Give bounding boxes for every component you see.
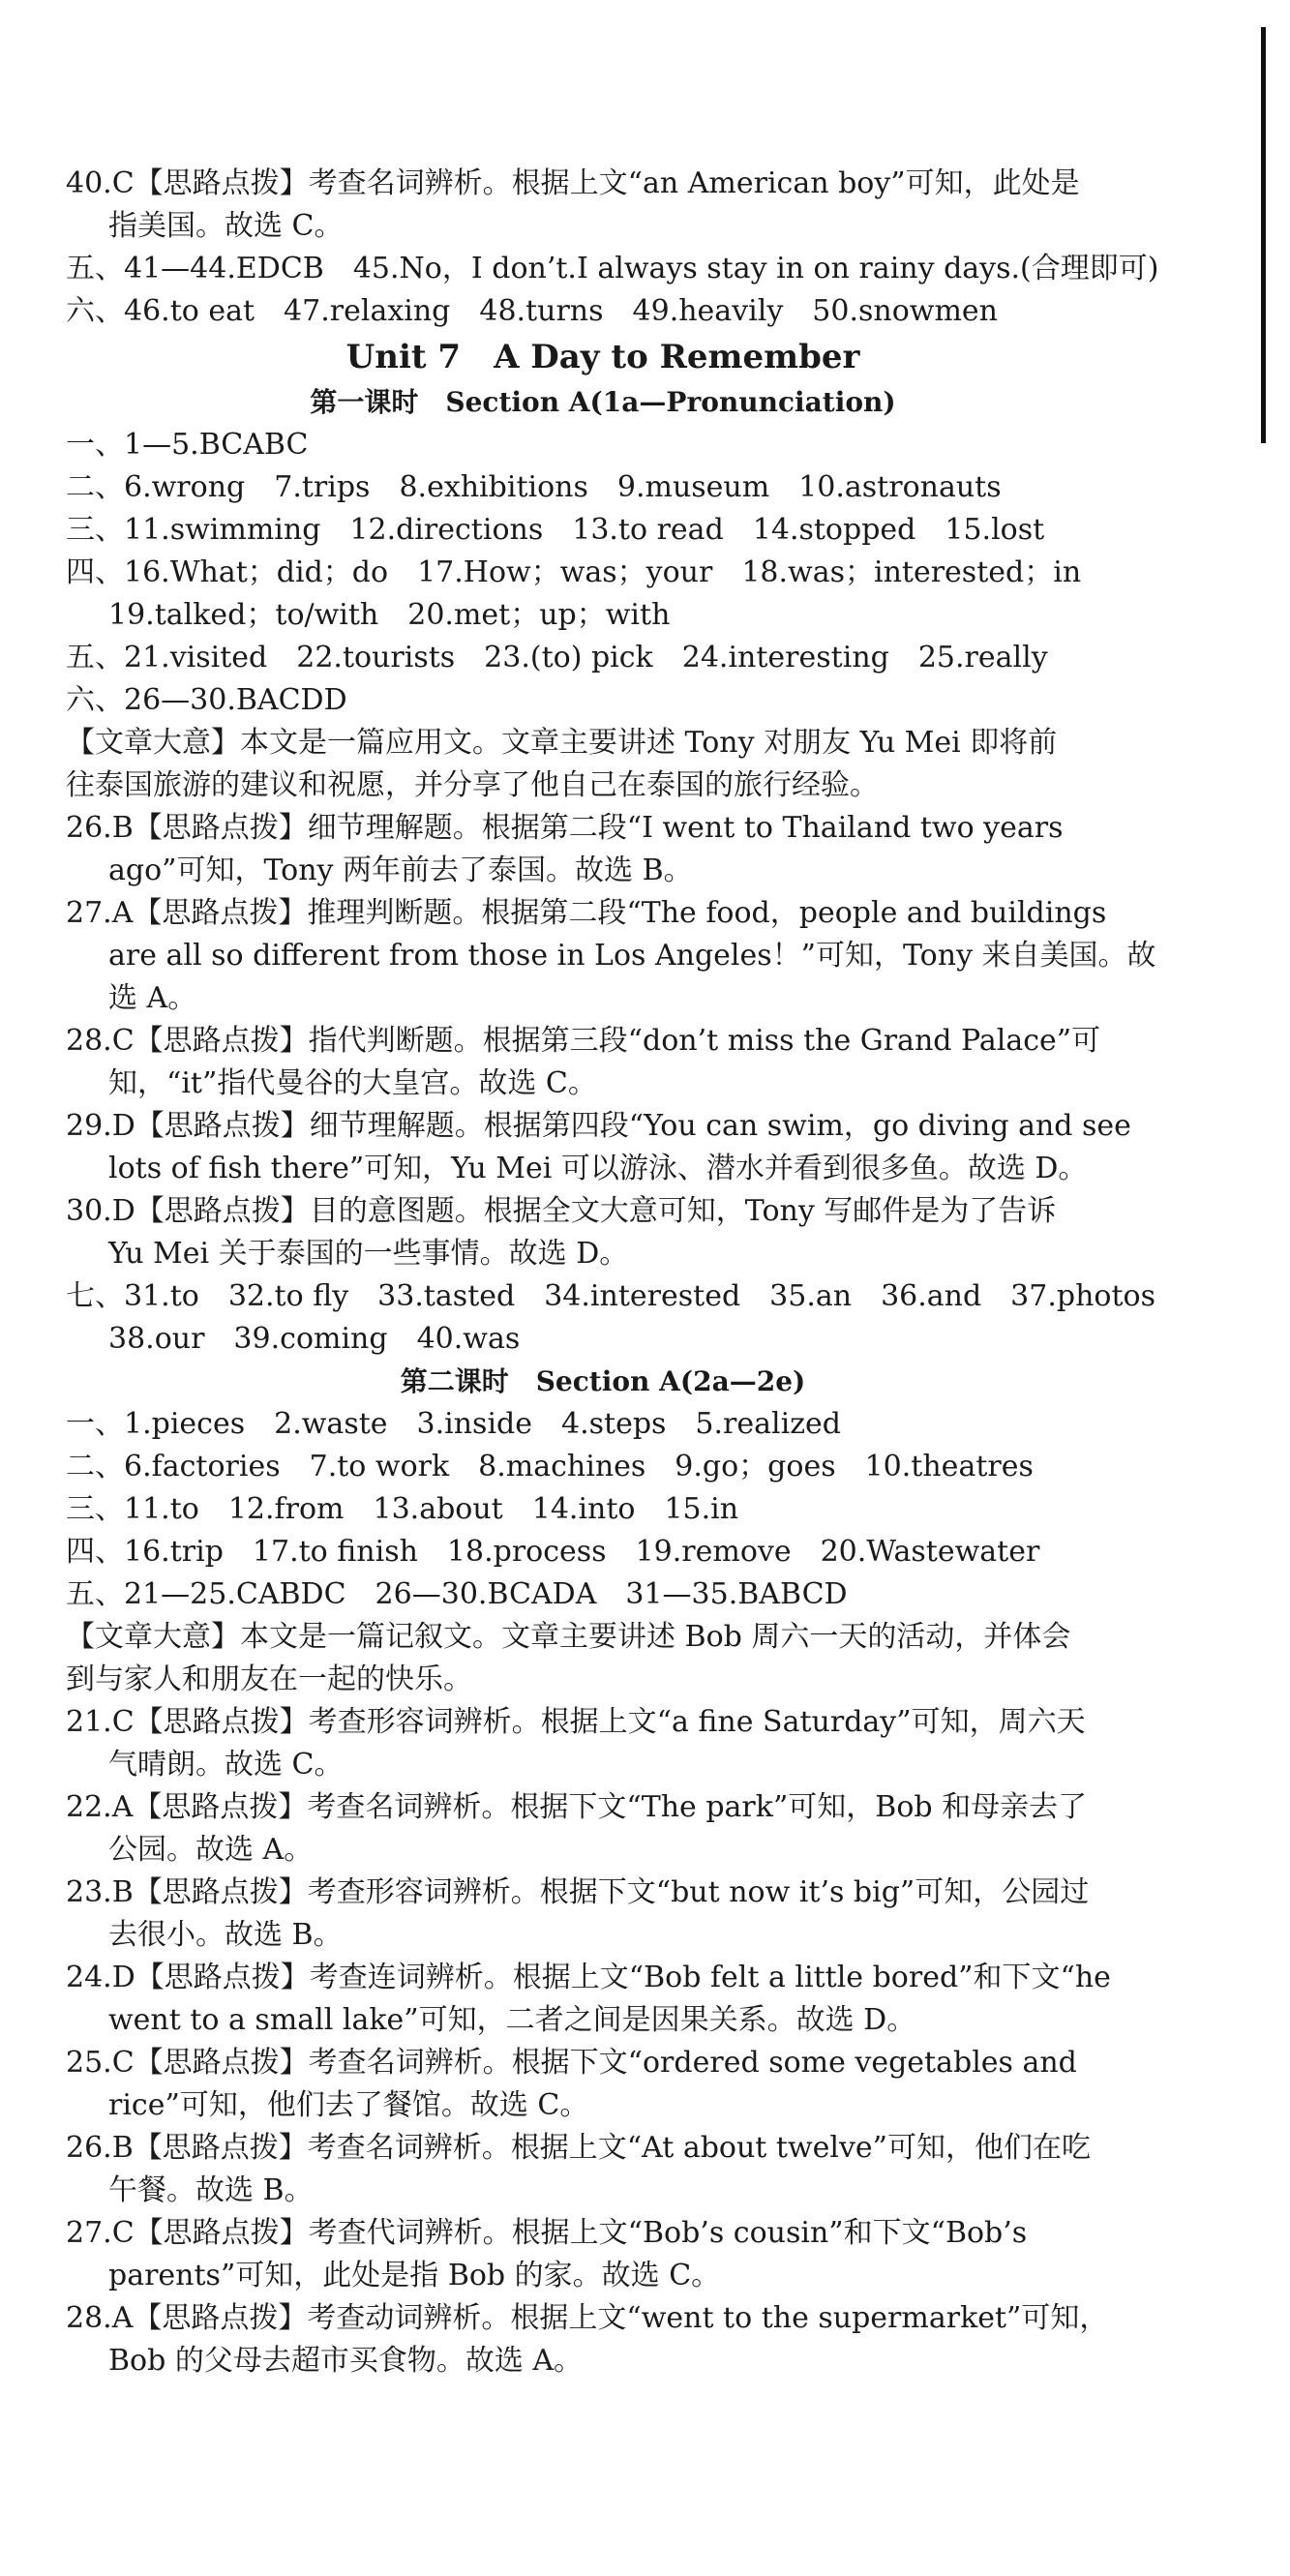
text-line: 四、16.What；did；do 17.How；was；your 18.was；interested；in [66,555,1082,589]
text-line: 午餐。故选 B。 [108,2173,314,2207]
text-line: are all so different from those in Los Angeles！”可知，Tony 来自美国。故 [108,939,1156,973]
text-line: 27.A【思路点拨】推理判断题。根据第二段“The food，people and buildings [66,896,1107,930]
text-line: Yu Mei 关于泰国的一些事情。故选 D。 [108,1237,629,1271]
text-line: 选 A。 [108,981,197,1015]
text-line: 往泰国旅游的建议和祝愿，并分享了他自己在泰国的旅行经验。 [66,768,879,802]
text-line: 21.C【思路点拨】考查形容词辨析。根据上文“a fine Saturday”可知，周六天 [66,1705,1086,1739]
text-line: 一、1—5.BCABC [66,428,309,462]
text-line: 五、21—25.CABDC 26—30.BCADA 31—35.BABCD [66,1577,848,1611]
text-line: 去很小。故选 B。 [108,1918,343,1952]
unit-title: Unit 7 A Day to Remember [345,338,860,376]
text-line: 28.C【思路点拨】指代判断题。根据第三段“don’t miss the Grand Palace”可 [66,1024,1101,1058]
text-line: 19.talked；to/with 20.met；up；with [108,598,671,632]
text-line: 40.C【思路点拨】考查名词辨析。根据上文“an American boy”可知，此处是 [66,166,1080,200]
text-line: 【文章大意】本文是一篇记叙文。文章主要讲述 Bob 周六一天的活动，并体会 [66,1620,1071,1654]
text-line: 二、6.factories 7.to work 8.machines 9.go；goes 10.theatres [66,1450,1034,1483]
text-line: 28.A【思路点拨】考查动词辨析。根据上文“went to the supermarket”可知， [66,2301,1109,2335]
answer-content [66,163,1159,2382]
text-line: 26.B【思路点拨】考查名词辨析。根据上文“At about twelve”可知，他们在吃 [66,2131,1092,2165]
text-line: ago”可知，Tony 两年前去了泰国。故选 B。 [108,854,693,887]
text-line: 29.D【思路点拨】细节理解题。根据第四段“You can swim，go diving and see [66,1109,1131,1143]
text-line: 30.D【思路点拨】目的意图题。根据全文大意可知，Tony 写邮件是为了告诉 [66,1194,1057,1228]
page-edge-bar [1261,27,1266,443]
text-line: 22.A【思路点拨】考查名词辨析。根据下文“The park”可知，Bob 和母亲去了 [66,1790,1088,1824]
text-line: 六、46.to eat 47.relaxing 48.turns 49.heavily 50.snowmen [66,294,998,328]
text-line: 【文章大意】本文是一篇应用文。文章主要讲述 Tony 对朋友 Yu Mei 即将前 [66,726,1058,760]
text-line: 27.C【思路点拨】考查代词辨析。根据上文“Bob’s cousin”和下文“Bob’s [66,2216,1028,2250]
text-line: 公园。故选 A。 [108,1833,314,1867]
text-line: 指美国。故选 C。 [108,209,344,243]
text-line: 一、1.pieces 2.waste 3.inside 4.steps 5.realized [66,1407,841,1441]
text-line: went to a small lake”可知，二者之间是因果关系。故选 D。 [108,2003,916,2037]
text-line: 24.D【思路点拨】考查连词辨析。根据上文“Bob felt a little bored”和下文“he [66,1961,1111,1994]
lesson-heading: 第二课时 Section A(2a—2e) [400,1365,806,1397]
text-line: 二、6.wrong 7.trips 8.exhibitions 9.museum 10.astronauts [66,470,1002,504]
text-line: 三、11.swimming 12.directions 13.to read 14.stopped 15.lost [66,513,1045,547]
text-line: 气晴朗。故选 C。 [108,1748,344,1782]
text-line: lots of fish there”可知，Yu Mei 可以游泳、潜水并看到很多鱼。故选 D。 [108,1152,1088,1185]
text-line: 到与家人和朋友在一起的快乐。 [66,1662,472,1696]
text-line: 三、11.to 12.from 13.about 14.into 15.in [66,1492,739,1526]
text-line: 25.C【思路点拨】考查名词辨析。根据下文“ordered some vegetables and [66,2046,1077,2080]
text-line: 38.our 39.coming 40.was [108,1322,521,1356]
text-line: 七、31.to 32.to fly 33.tasted 34.interested 35.an 36.and 37.photos [66,1279,1155,1313]
text-line: 23.B【思路点拨】考查形容词辨析。根据下文“but now it’s big”可知，公园过 [66,1875,1090,1909]
text-line: 知，“it”指代曼谷的大皇宫。故选 C。 [108,1066,597,1100]
text-line: 五、21.visited 22.tourists 23.(to) pick 24.interesting 25.really [66,641,1048,674]
text-line: 六、26—30.BACDD [66,683,347,717]
text-line: Bob 的父母去超市买食物。故选 A。 [108,2344,584,2378]
text-line: 五、41—44.EDCB 45.No，I don’t.I always stay in on rainy days.(合理即可) [66,252,1159,285]
text-line: 26.B【思路点拨】细节理解题。根据第二段“I went to Thailand two years [66,811,1064,845]
text-line: parents”可知，此处是指 Bob 的家。故选 C。 [108,2259,721,2292]
lesson-heading: 第一课时 Section A(1a—Pronunciation) [310,386,896,418]
text-line: 四、16.trip 17.to finish 18.process 19.remove 20.Wastewater [66,1535,1040,1569]
text-line: rice”可知，他们去了餐馆。故选 C。 [108,2088,589,2122]
